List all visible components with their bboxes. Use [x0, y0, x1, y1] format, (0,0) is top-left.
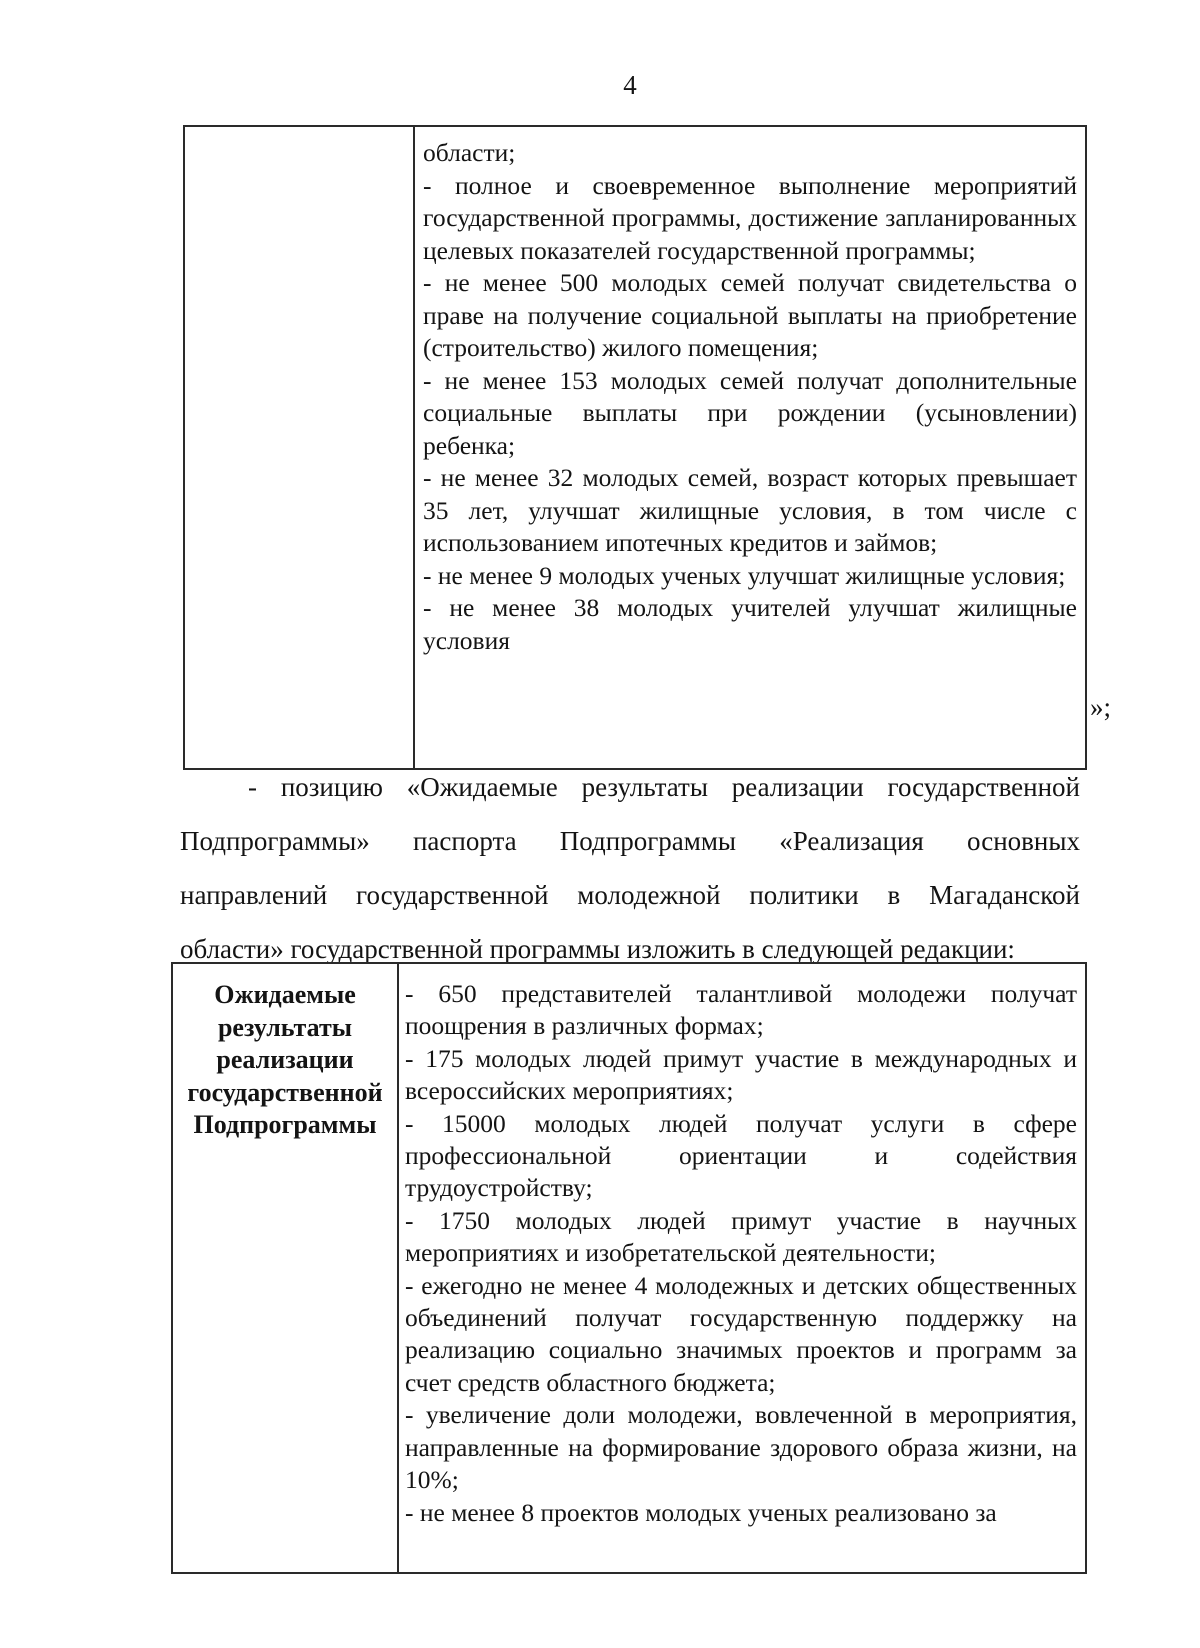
table-results-cell — [415, 127, 1085, 768]
list-item: области; — [423, 138, 516, 167]
expected-results-table — [171, 962, 1087, 1574]
continued-results-table — [183, 125, 1087, 770]
table-empty-label-cell — [185, 127, 415, 768]
list-item: - увеличение доли молодежи, вовлеченной в мероприятия, направленные на формирование здорового образа жизни, на 10%; — [405, 1400, 1077, 1495]
amendment-paragraph: - позицию «Ожидаемые результаты реализации государственной Подпрограммы» паспорта Подпрограммы «Реализация основных направлений государственной молодежной политики в Магаданской области» государственной программы изложить в следующей редакции: — [180, 772, 1080, 964]
list-item: - полное и своевременное выполнение мероприятий государственной программы, достижение запланированных целевых показателей государственной программы; — [423, 170, 1077, 265]
list-item: - ежегодно не менее 4 молодежных и детских общественных объединений получат государственную поддержку на реализацию социально значимых проектов и программ за счет средств областного бюджета; — [405, 1270, 1077, 1397]
list-item: - 15000 молодых людей получат услуги в сфере профессиональной ориентации и содействия трудоустройству; — [405, 1108, 1077, 1203]
list-item: - не менее 9 молодых ученых улучшат жилищные условия; — [423, 560, 1066, 590]
list-item: - не менее 32 молодых семей, возраст которых превышает 35 лет, улучшат жилищные условия, в том числе с использованием ипотечных кредитов и займов; — [423, 463, 1077, 557]
page-number: 4 — [623, 70, 637, 100]
list-item: - 175 молодых людей примут участие в международных и всероссийских мероприятиях; — [405, 1043, 1077, 1106]
closing-quote: »; — [1090, 692, 1112, 722]
list-item: - не менее 500 молодых семей получат свидетельства о праве на получение социальной выплаты на приобретение (строительство) жилого помещения; — [423, 268, 1077, 362]
table-header-cell: Ожидаемые результаты реализации государственной Подпрограммы — [173, 964, 399, 1572]
list-item: - не менее 8 проектов молодых ученых реализовано за — [405, 1497, 997, 1527]
list-item: - 1750 молодых людей примут участие в научных мероприятиях и изобретательской деятельности; — [405, 1205, 1077, 1268]
table-results-cell — [399, 964, 1085, 1572]
list-item: - 650 представителей талантливой молодежи получат поощрения в различных формах; — [405, 979, 1077, 1041]
list-item: - не менее 153 молодых семей получат дополнительные социальные выплаты при рождении (усыновлении) ребенка; — [423, 365, 1077, 460]
list-item: - не менее 38 молодых учителей улучшат жилищные условия — [423, 593, 1077, 655]
